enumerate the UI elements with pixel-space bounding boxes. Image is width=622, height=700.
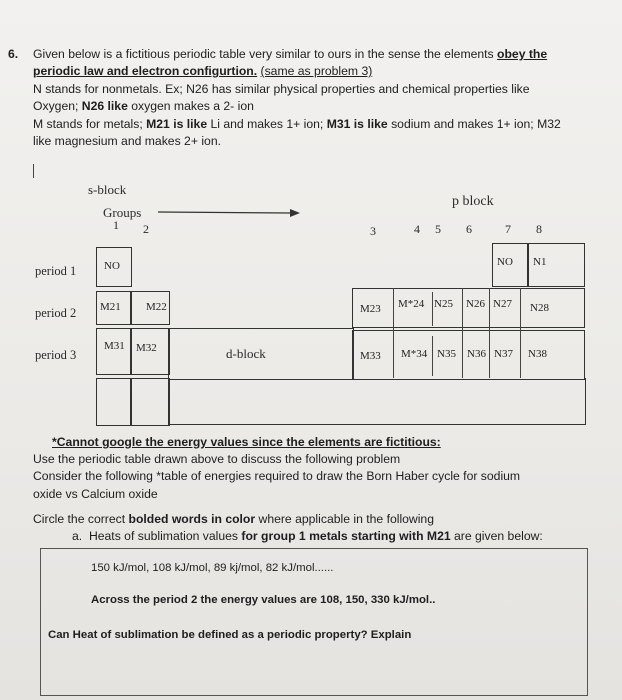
divider bbox=[432, 292, 433, 326]
cell-label-n28: N28 bbox=[530, 302, 549, 314]
group-6-label: 6 bbox=[466, 222, 472, 236]
cell-period4-group1 bbox=[96, 378, 132, 426]
cell-label-m22: M22 bbox=[146, 301, 167, 313]
cell-label-m23: M23 bbox=[360, 303, 381, 315]
cell-label-n35: N35 bbox=[437, 348, 456, 360]
line1-bold: obey the bbox=[497, 47, 548, 61]
note-consider: Consider the following *table of energies required to draw the Born Haber cycle for sodium bbox=[33, 469, 521, 483]
period-3-label: period 3 bbox=[35, 348, 77, 362]
divider bbox=[393, 288, 394, 378]
line2-bold: periodic law and electron configurtion. bbox=[33, 64, 258, 78]
cell-label-m24: M*24 bbox=[398, 298, 425, 310]
cell-label-m34: M*34 bbox=[401, 348, 428, 360]
part-a-prompt: a. Heats of sublimation values for group 1 metals starting with M21 are given below: bbox=[72, 529, 543, 543]
line1-text: Given below is a fictitious periodic table very similar to ours in the sense the elements bbox=[33, 47, 494, 61]
divider bbox=[462, 288, 463, 378]
question-line-4: Oxygen; N26 like oxygen makes a 2- ion bbox=[33, 99, 254, 113]
group-1-label: 1 bbox=[113, 218, 119, 232]
question-line-2 bbox=[33, 63, 372, 81]
group-3-label: 3 bbox=[370, 224, 376, 238]
cell-label-n36: N36 bbox=[467, 348, 486, 360]
note-use-table: Use the periodic table drawn above to discuss the following problem bbox=[33, 452, 401, 466]
p-block-label: p block bbox=[452, 194, 494, 209]
divider bbox=[432, 336, 433, 376]
period-1-label: period 1 bbox=[35, 264, 77, 278]
cell-label-n1: N1 bbox=[533, 256, 547, 268]
part-a-question: Can Heat of sublimation be defined as a periodic property? Explain bbox=[48, 629, 412, 641]
part-a-across: Across the period 2 the energy values are 108, 150, 330 kJ/mol.. bbox=[91, 594, 436, 606]
note-circle: Circle the correct bolded words in color where applicable in the following bbox=[33, 512, 434, 526]
part-a-values: 150 kJ/mol, 108 kJ/mol, 89 kj/mol, 82 kJ/mol...... bbox=[91, 562, 334, 574]
question-line-6: like magnesium and makes 2+ ion. bbox=[33, 134, 221, 148]
cell-label-n38: N38 bbox=[528, 348, 547, 360]
note-oxide: oxide vs Calcium oxide bbox=[33, 487, 158, 501]
d-block-label: d-block bbox=[226, 346, 266, 361]
period-4-row bbox=[168, 378, 586, 425]
group-5-label: 5 bbox=[435, 222, 441, 236]
cell-label-m31: M31 bbox=[104, 340, 125, 352]
question-number: 6. bbox=[8, 47, 19, 61]
cell-label-m32: M32 bbox=[136, 342, 157, 354]
cell-period4-group2 bbox=[130, 378, 170, 426]
question-line-1 bbox=[33, 46, 547, 64]
cell-label-m21: M21 bbox=[100, 301, 121, 313]
text-cursor bbox=[33, 164, 34, 178]
group-4-label: 4 bbox=[414, 222, 420, 236]
cell-label-n37: N37 bbox=[494, 348, 513, 360]
groups-label: Groups bbox=[103, 205, 142, 220]
group-2-label: 2 bbox=[143, 222, 149, 236]
question-line-3: N stands for nonmetals. Ex; N26 has similar physical properties and chemical properties like bbox=[33, 82, 530, 96]
question-line-5: M stands for metals; M21 is like Li and makes 1+ ion; M31 is like sodium and makes 1+ ion; M32 bbox=[33, 117, 561, 131]
s-block-label: s-block bbox=[88, 182, 127, 197]
period-2-label: period 2 bbox=[35, 306, 77, 320]
divider bbox=[520, 288, 521, 378]
cell-label-m33: M33 bbox=[360, 350, 381, 362]
cell-label-n26: N26 bbox=[466, 298, 485, 310]
cell-label-n25: N25 bbox=[434, 298, 453, 310]
divider bbox=[489, 288, 490, 378]
cell-label-n0: NO bbox=[497, 256, 513, 268]
group-7-label: 7 bbox=[505, 222, 511, 236]
groups-arrow-icon bbox=[158, 206, 300, 218]
note-cannot-google: *Cannot google the energy values since the elements are fictitious: bbox=[52, 435, 441, 449]
group-8-label: 8 bbox=[536, 222, 542, 236]
cell-label-n27: N27 bbox=[493, 298, 512, 310]
cell-label-no-left: NO bbox=[104, 260, 120, 272]
line2-end: (same as problem 3) bbox=[260, 64, 373, 78]
